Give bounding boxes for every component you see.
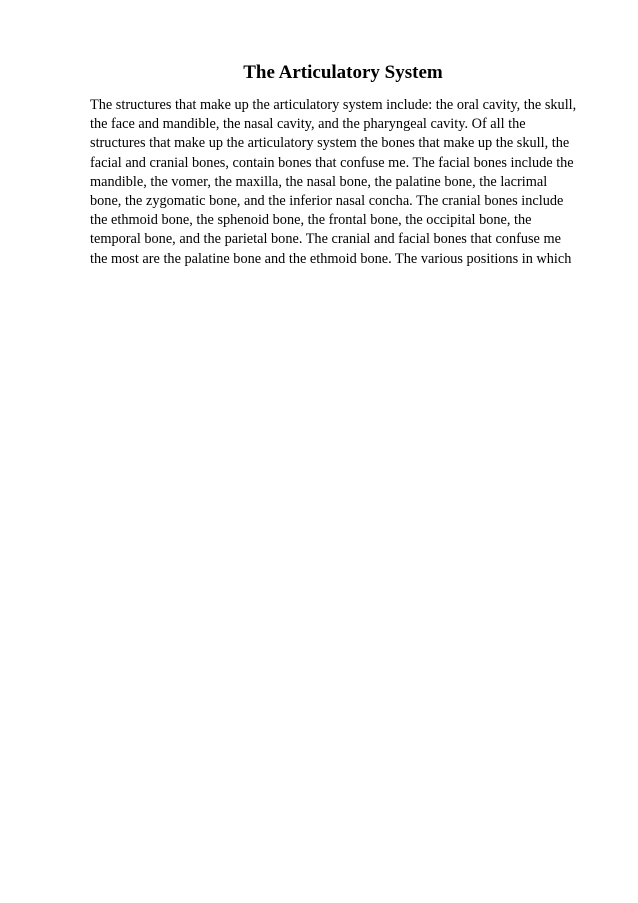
document-title: The Articulatory System	[243, 62, 443, 83]
paragraph-line: the face and mandible, the nasal cavity, and the pharyngeal cavity. Of all the	[90, 116, 526, 133]
paragraph-line: the most are the palatine bone and the ethmoid bone. The various positions in which	[90, 250, 572, 267]
paragraph-line: the ethmoid bone, the sphenoid bone, the frontal bone, the occipital bone, the	[90, 212, 532, 229]
paragraph-line: mandible, the vomer, the maxilla, the nasal bone, the palatine bone, the lacrimal	[90, 173, 548, 190]
body-paragraph	[90, 96, 600, 269]
paragraph-line: bone, the zygomatic bone, and the inferior nasal concha. The cranial bones include	[90, 193, 564, 210]
paragraph-line: The structures that make up the articulatory system include: the oral cavity, the skull,	[90, 97, 577, 113]
paragraph-line: facial and cranial bones, contain bones that confuse me. The facial bones include the	[90, 154, 574, 171]
paragraph-line: structures that make up the articulatory system the bones that make up the skull, the	[90, 135, 570, 152]
paragraph-line: temporal bone, and the parietal bone. The cranial and facial bones that confuse me	[90, 231, 561, 248]
